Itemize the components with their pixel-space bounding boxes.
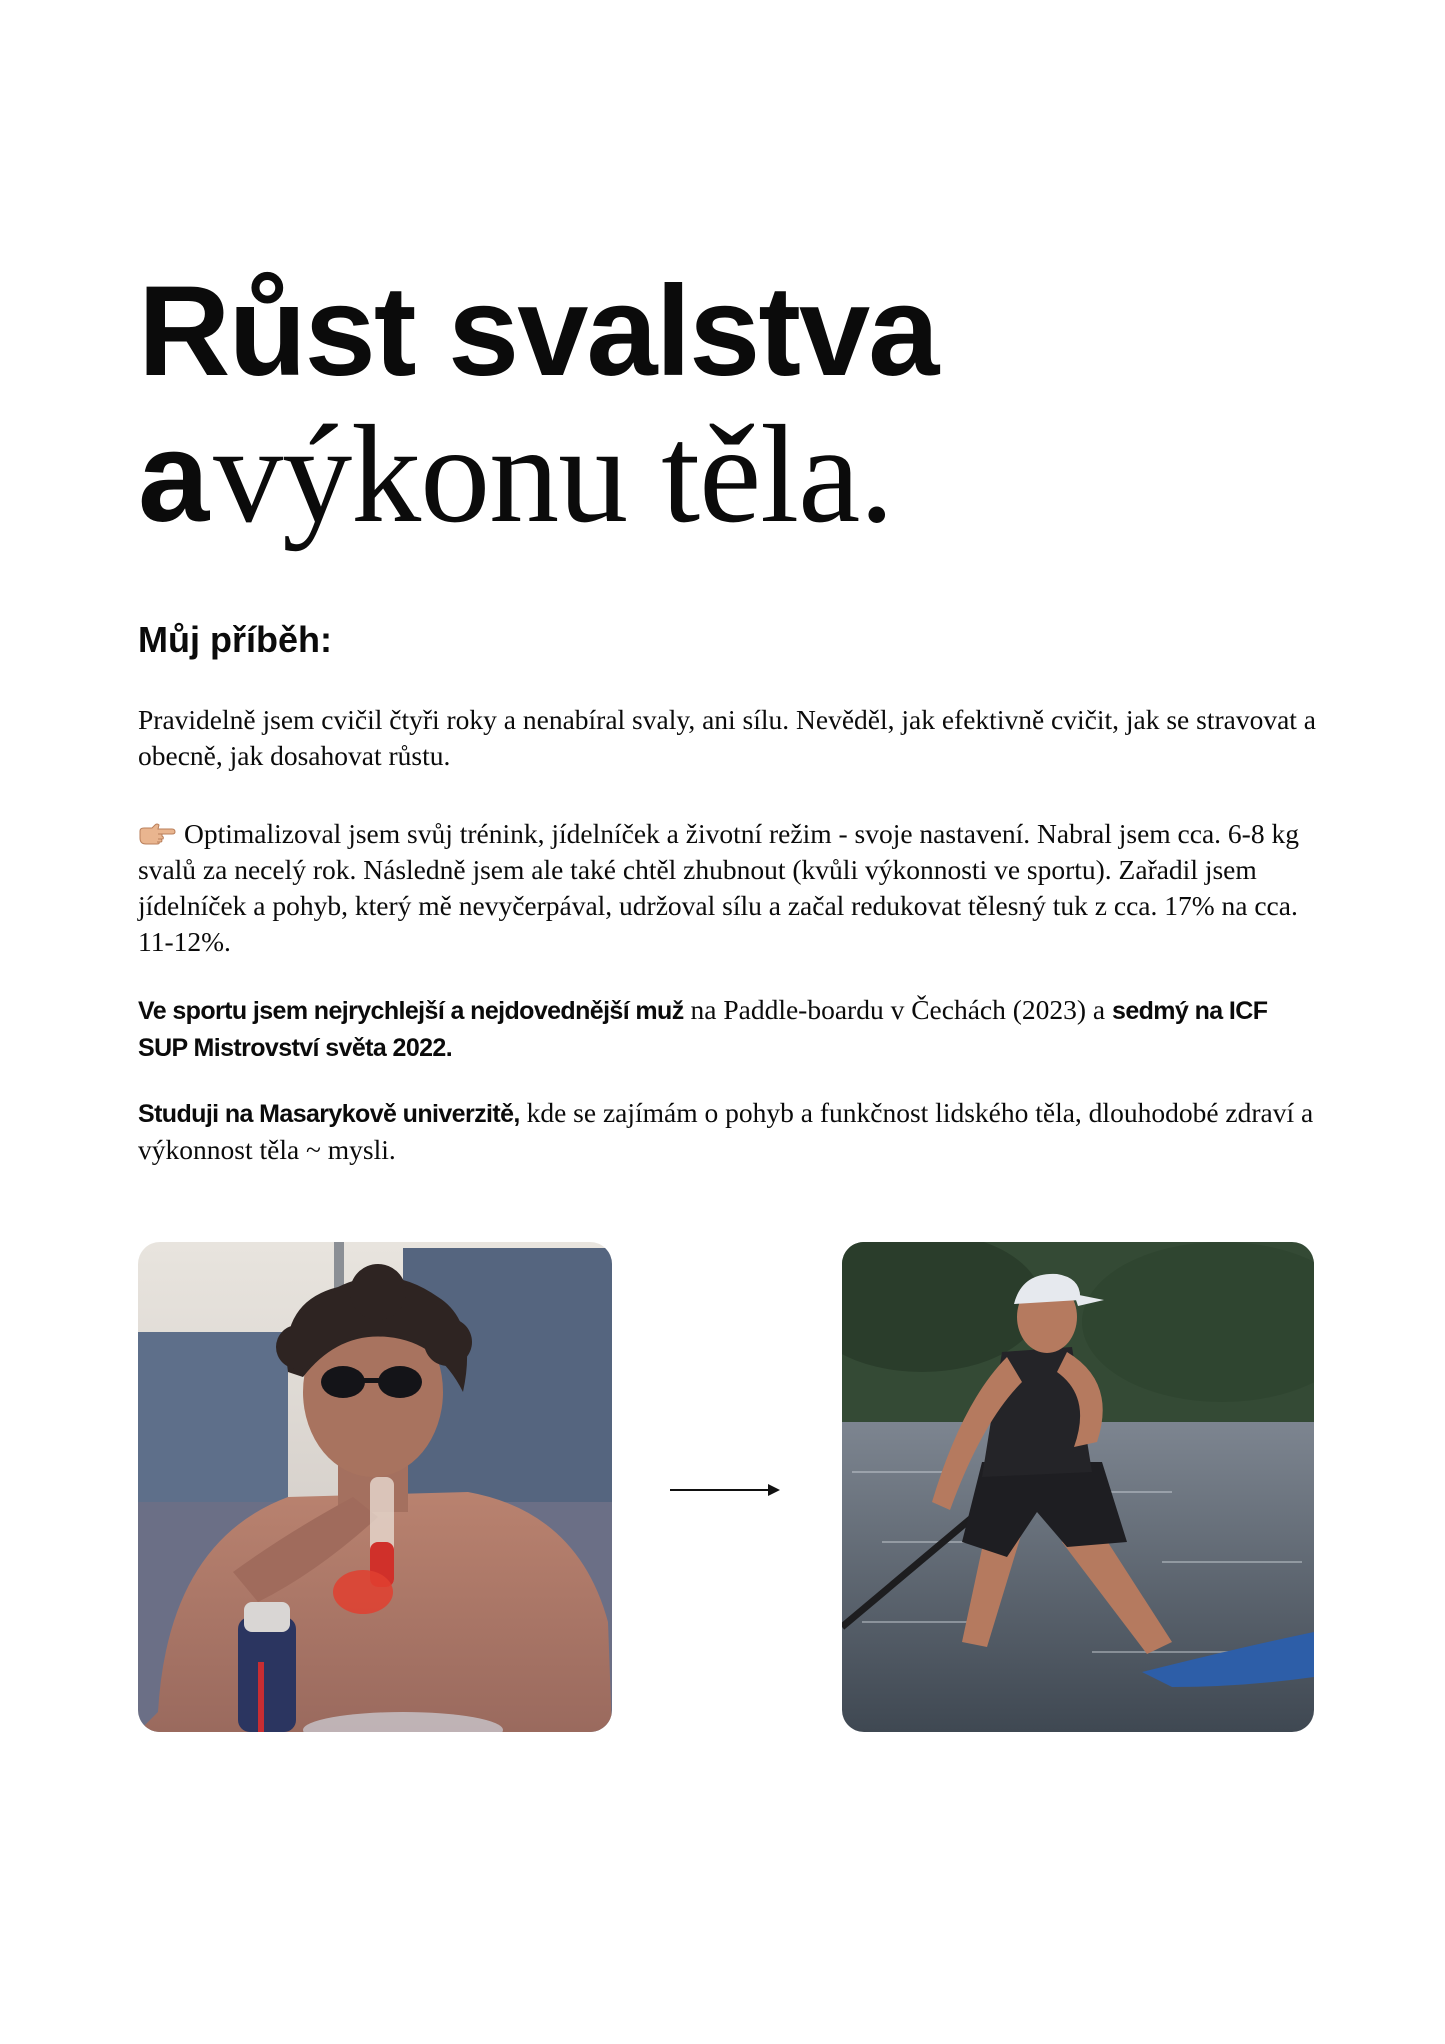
pointing-right-hand-icon	[138, 818, 176, 840]
before-photo	[138, 1242, 612, 1732]
title-serif-text: výkonu těla.	[213, 397, 894, 552]
story-paragraph-4	[138, 1095, 1318, 1168]
arrow-right-icon	[670, 1480, 782, 1500]
title-bold-a: a	[138, 406, 210, 549]
story-paragraph-3	[138, 992, 1318, 1066]
title-line-2	[138, 397, 894, 592]
university-highlight: Studuji na Masarykově univerzitě,	[138, 1100, 520, 1128]
sport-highlight: Ve sportu jsem nejrychlejší a nejdovednější muž	[138, 997, 684, 1025]
story-paragraph-1: Pravidelně jsem cvičil čtyři roky a nenabíral svaly, ani sílu. Nevěděl, jak efektivně cvičit, jak se stravovat a obecně, jak dosahovat růstu.	[138, 704, 1317, 771]
title-line-1: Růst svalstva	[138, 260, 938, 403]
sport-text: na Paddle-boardu v Čechách (2023) a	[683, 994, 1113, 1025]
world-championship-highlight: sedmý na ICF SUP Mistrovství světa 2022.	[138, 997, 1268, 1062]
story-paragraph-2-text: Optimalizoval jsem svůj trénink, jídelníček a životní režim - svoje nastavení. Nabral jsem cca. 6-8 kg svalů za necelý rok. Následně jsem ale také chtěl zhubnout (kvůli výkonnosti ve sportu). Zařadil jsem jídelníček a pohyb, který mě nevyčerpával, udržoval sílu a začal redukovat tělesný tuk z cca. 17% na cca. 11-12%.	[138, 818, 1299, 957]
university-text: kde se zajímám o pohyb a funkčnost lidského těla, dlouhodobé zdraví a výkonnost těla ~ mysli.	[138, 1097, 1314, 1165]
story-paragraph-2	[138, 816, 1318, 960]
after-photo	[842, 1242, 1314, 1732]
story-heading: Můj příběh:	[138, 619, 332, 660]
